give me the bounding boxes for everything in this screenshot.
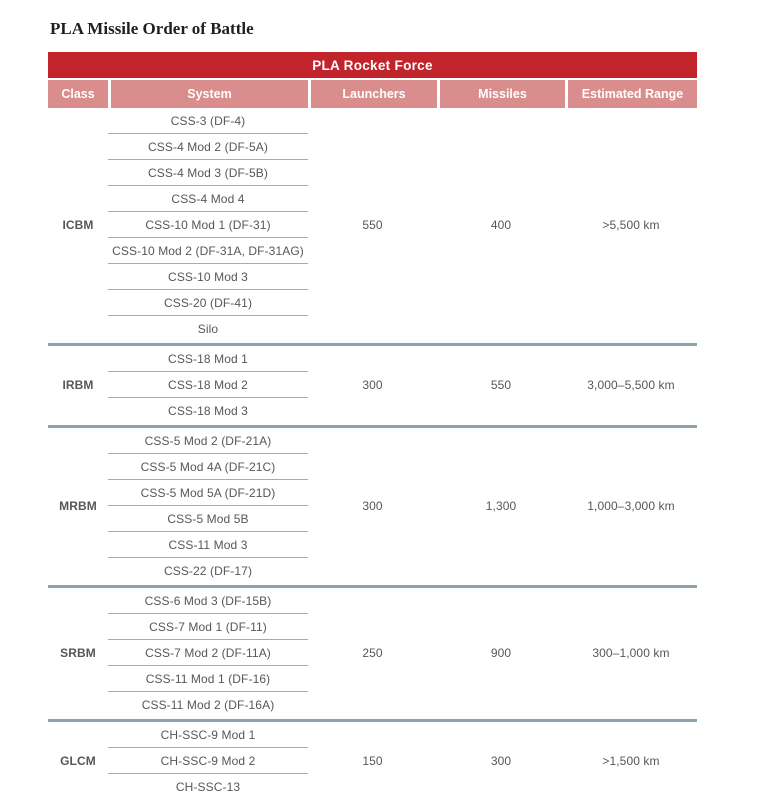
- estimated-range-cell: >1,500 km: [602, 753, 660, 768]
- system-cell: CSS-4 Mod 3 (DF-5B): [108, 160, 308, 186]
- system-cell: CSS-10 Mod 1 (DF-31): [108, 212, 308, 238]
- system-cell: CSS-7 Mod 1 (DF-11): [108, 614, 308, 640]
- estimated-range-cell: 300–1,000 km: [592, 645, 670, 660]
- table-row: [48, 722, 697, 748]
- system-cell: CSS-5 Mod 5A (DF-21D): [108, 480, 308, 506]
- system-cell: CSS-5 Mod 4A (DF-21C): [108, 454, 308, 480]
- estimated-range-cell: 3,000–5,500 km: [587, 377, 675, 392]
- system-cell: CSS-10 Mod 2 (DF-31A, DF-31AG): [108, 238, 308, 264]
- system-cell: CSS-10 Mod 3: [108, 264, 308, 290]
- table-body: [48, 108, 697, 799]
- system-cell: CH-SSC-9 Mod 1: [108, 722, 308, 748]
- missiles-cell: 900: [490, 645, 512, 660]
- missiles-cell: 400: [490, 217, 512, 232]
- system-cell: CSS-18 Mod 3: [168, 403, 248, 418]
- class-cell-glcm: GLCM: [60, 753, 96, 768]
- system-cell: CSS-11 Mod 3: [108, 532, 308, 558]
- missiles-cell: 550: [490, 377, 512, 392]
- launchers-cell: 300: [362, 377, 383, 392]
- system-cell: Silo: [197, 321, 219, 336]
- table-row: [48, 588, 697, 614]
- system-cell: CH-SSC-9 Mod 2: [108, 748, 308, 774]
- column-header-class: Class: [48, 80, 108, 108]
- table-column-headers: [48, 80, 697, 108]
- system-cell: CSS-3 (DF-4): [108, 108, 308, 134]
- table-row: [48, 428, 697, 454]
- missiles-cell: 300: [490, 753, 512, 768]
- system-cell: CSS-11 Mod 1 (DF-16): [108, 666, 308, 692]
- table-title-band: PLA Rocket Force: [48, 52, 697, 78]
- system-cell: CSS-18 Mod 2: [108, 372, 308, 398]
- system-cell: CSS-4 Mod 2 (DF-5A): [108, 134, 308, 160]
- system-cell: CSS-4 Mod 4: [108, 186, 308, 212]
- table-row: [48, 346, 697, 372]
- system-cell: CSS-18 Mod 1: [108, 346, 308, 372]
- system-cell: CSS-6 Mod 3 (DF-15B): [108, 588, 308, 614]
- page-title: PLA Missile Order of Battle: [50, 19, 254, 38]
- column-header-missiles: Missiles: [437, 80, 565, 108]
- system-cell: CSS-20 (DF-41): [108, 290, 308, 316]
- missiles-cell: 1,300: [485, 498, 517, 513]
- system-cell: CSS-11 Mod 2 (DF-16A): [141, 697, 275, 712]
- class-cell-icbm: ICBM: [62, 217, 94, 232]
- column-header-launchers: Launchers: [308, 80, 437, 108]
- table-row: [48, 108, 697, 134]
- launchers-cell: 150: [362, 753, 383, 768]
- class-cell-mrbm: MRBM: [59, 498, 97, 513]
- launchers-cell: 300: [362, 498, 383, 513]
- system-cell: CSS-7 Mod 2 (DF-11A): [108, 640, 308, 666]
- system-cell: CSS-5 Mod 2 (DF-21A): [108, 428, 308, 454]
- system-cell: CSS-22 (DF-17): [163, 563, 253, 578]
- estimated-range-cell: 1,000–3,000 km: [587, 498, 675, 513]
- system-cell: CSS-5 Mod 5B: [108, 506, 308, 532]
- class-cell-srbm: SRBM: [60, 645, 96, 660]
- column-header-estimated-range: Estimated Range: [565, 80, 697, 108]
- estimated-range-cell: >5,500 km: [602, 217, 660, 232]
- launchers-cell: 250: [362, 645, 383, 660]
- launchers-cell: 550: [362, 217, 383, 232]
- missile-order-of-battle-table: [48, 52, 697, 799]
- system-cell: CH-SSC-13: [175, 779, 241, 794]
- class-cell-irbm: IRBM: [62, 377, 94, 392]
- column-header-system: System: [108, 80, 308, 108]
